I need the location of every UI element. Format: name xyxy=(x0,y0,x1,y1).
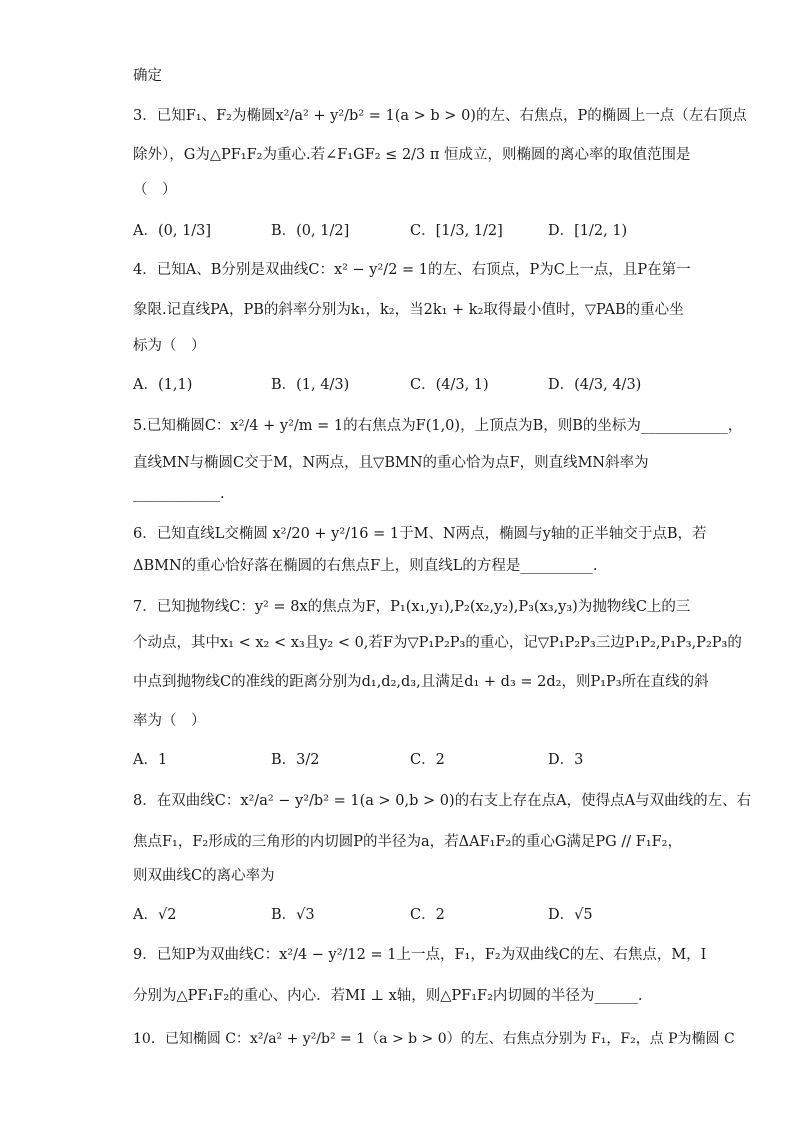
q5-line-3: ____________. xyxy=(133,486,225,502)
q5-line-1: 5.已知椭圆C：x²/4 + y²/m = 1的右焦点为F(1,0)，上顶点为B，则B的坐标为____________， xyxy=(133,418,743,434)
q7-line-2: 个动点，其中x₁ < x₂ < x₃且y₂ < 0,若F为▽P₁P₂P₃的重心，记▽P₁P₂P₃三边P₁P₂,P₁P₃,P₂P₃的 xyxy=(133,635,742,651)
q3-line-1: 3．已知F₁、F₂为椭圆x²/a² + y²/b² = 1(a > b > 0)的左、右焦点，P的椭圆上一点（左右顶点 xyxy=(133,108,747,124)
q8-option-d: D．√5 xyxy=(548,907,593,923)
q4-option-c: C．(4/3, 1) xyxy=(410,377,489,393)
q8-line-3: 则双曲线C的离心率为 xyxy=(133,868,275,884)
q7-line-3: 中点到抛物线C的准线的距离分别为d₁,d₂,d₃,且满足d₁ + d₃ = 2d₂，则P₁P₃所在直线的斜 xyxy=(133,674,709,690)
q6-line-2: ΔBMN的重心恰好落在椭圆的右焦点F上，则直线L的方程是__________. xyxy=(133,558,598,574)
q7-option-a: A．1 xyxy=(133,752,168,768)
q8-option-a: A．√2 xyxy=(133,907,177,923)
q8-line-1: 8．在双曲线C：x²/a² − y²/b² = 1(a > 0,b > 0)的右支上存在点A，使得点A与双曲线的左、右 xyxy=(133,793,752,809)
q3-line-2: 除外），G为△PF₁F₂为重心.若∠F₁GF₂ ≤ 2/3 π 恒成立，则椭圆的离心率的取值范围是 xyxy=(133,147,691,163)
q3-options xyxy=(133,219,693,239)
q7-line-1: 7．已知抛物线C：y² = 8x的焦点为F，P₁(x₁,y₁),P₂(x₂,y₂),P₃(x₃,y₃)为抛物线C上的三 xyxy=(133,599,691,615)
q4-line-2: 象限.记直线PA，PB的斜率分别为k₁，k₂，当2k₁ + k₂取得最小值时，▽PAB的重心坐 xyxy=(133,302,684,318)
q4-line-1: 4．已知A、B分别是双曲线C：x² − y²/2 = 1的左、右顶点，P为C上一点，且P在第一 xyxy=(133,262,691,278)
q8-line-2: 焦点F₁，F₂形成的三角形的内切圆P的半径为a，若ΔAF₁F₂的重心G满足PG // F₁F₂， xyxy=(133,834,682,850)
q5-line-2: 直线MN与椭圆C交于M，N两点，且▽BMN的重心恰为点F，则直线MN斜率为 xyxy=(133,455,649,471)
q10-line-1: 10．已知椭圆 C：x²/a² + y²/b² = 1（a > b > 0）的左、右焦点分别为 F₁，F₂，点 P为椭圆 C xyxy=(133,1031,735,1047)
q4-option-a: A．(1,1) xyxy=(133,377,193,393)
q3-option-d: D．[1/2, 1) xyxy=(548,223,628,239)
q4-options xyxy=(133,373,693,393)
q7-options xyxy=(133,748,693,768)
q9-line-2: 分别为△PF₁F₂的重心、内心．若MI ⊥ x轴，则△PF₁F₂内切圆的半径为______. xyxy=(133,988,643,1004)
q9-line-1: 9．已知P为双曲线C：x²/4 − y²/12 = 1上一点，F₁，F₂为双曲线C的左、右焦点，M，I xyxy=(133,947,707,963)
q7-line-4: 率为（ ） xyxy=(133,713,206,729)
text-line-continuation: 确定 xyxy=(133,68,162,84)
q3-option-c: C．[1/3, 1/2] xyxy=(410,223,503,239)
q3-option-a: A．(0, 1/3] xyxy=(133,223,212,239)
q4-option-b: B．(1, 4/3) xyxy=(271,377,350,393)
q6-line-1: 6．已知直线L交椭圆 x²/20 + y²/16 = 1于M、N两点，椭圆与y轴的正半轴交于点B，若 xyxy=(133,526,707,542)
q8-option-c: C．2 xyxy=(410,907,445,923)
q7-option-b: B．3/2 xyxy=(271,752,320,768)
q7-option-d: D．3 xyxy=(548,752,584,768)
q8-options xyxy=(133,903,693,923)
q4-option-d: D．(4/3, 4/3) xyxy=(548,377,642,393)
q8-option-b: B．√3 xyxy=(271,907,315,923)
q4-line-3: 标为（ ） xyxy=(133,338,206,354)
q7-option-c: C．2 xyxy=(410,752,445,768)
q3-line-3: （ ） xyxy=(133,182,177,198)
q3-option-b: B．(0, 1/2] xyxy=(271,223,350,239)
